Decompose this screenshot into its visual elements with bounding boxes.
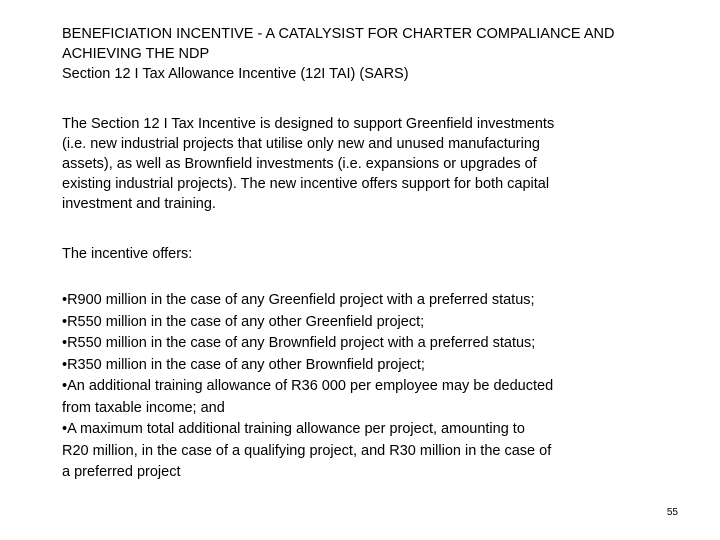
intro-line-3: assets), as well as Brownfield investments (i.e. expansions or upgrades of xyxy=(62,156,537,172)
bullet-item: •R350 million in the case of any other Brownfield project; xyxy=(62,356,425,373)
slide-heading xyxy=(62,24,662,84)
intro-paragraph xyxy=(62,114,662,214)
bullet-line: •An additional training allowance of R36 000 per employee may be deducted xyxy=(62,378,554,394)
bullet-item: •R900 million in the case of any Greenfield project with a preferred status; xyxy=(62,292,535,308)
intro-line-4: existing industrial projects). The new incentive offers support for both capital xyxy=(62,176,550,192)
intro-line-1: The Section 12 I Tax Incentive is designed to support Greenfield investments xyxy=(62,116,555,132)
heading-line-3: Section 12 I Tax Allowance Incentive (12I TAI) (SARS) xyxy=(62,66,409,82)
intro-line-5: investment and training. xyxy=(62,196,216,212)
bullet-item: •R550 million in the case of any other Greenfield project; xyxy=(62,313,425,330)
bullet-item xyxy=(62,419,662,484)
page-number: 55 xyxy=(666,507,678,518)
bullet-line: from taxable income; and xyxy=(62,399,225,416)
intro-line-2: (i.e. new industrial projects that utilise only new and unused manufacturing xyxy=(62,136,540,152)
bullet-item xyxy=(62,376,662,419)
bullet-line: R20 million, in the case of a qualifying project, and R30 million in the case of xyxy=(62,442,552,459)
offers-label: The incentive offers: xyxy=(62,246,193,262)
heading-line-1: BENEFICIATION INCENTIVE - A CATALYSIST FOR CHARTER COMPALIANCE AND xyxy=(62,26,615,42)
bullet-line: a preferred project xyxy=(62,464,181,480)
bullet-line: •A maximum total additional training allowance per project, amounting to xyxy=(62,421,525,437)
bullet-item: •R550 million in the case of any Brownfield project with a preferred status; xyxy=(62,335,536,351)
bullet-list xyxy=(62,290,662,484)
heading-line-2: ACHIEVING THE NDP xyxy=(62,46,210,62)
